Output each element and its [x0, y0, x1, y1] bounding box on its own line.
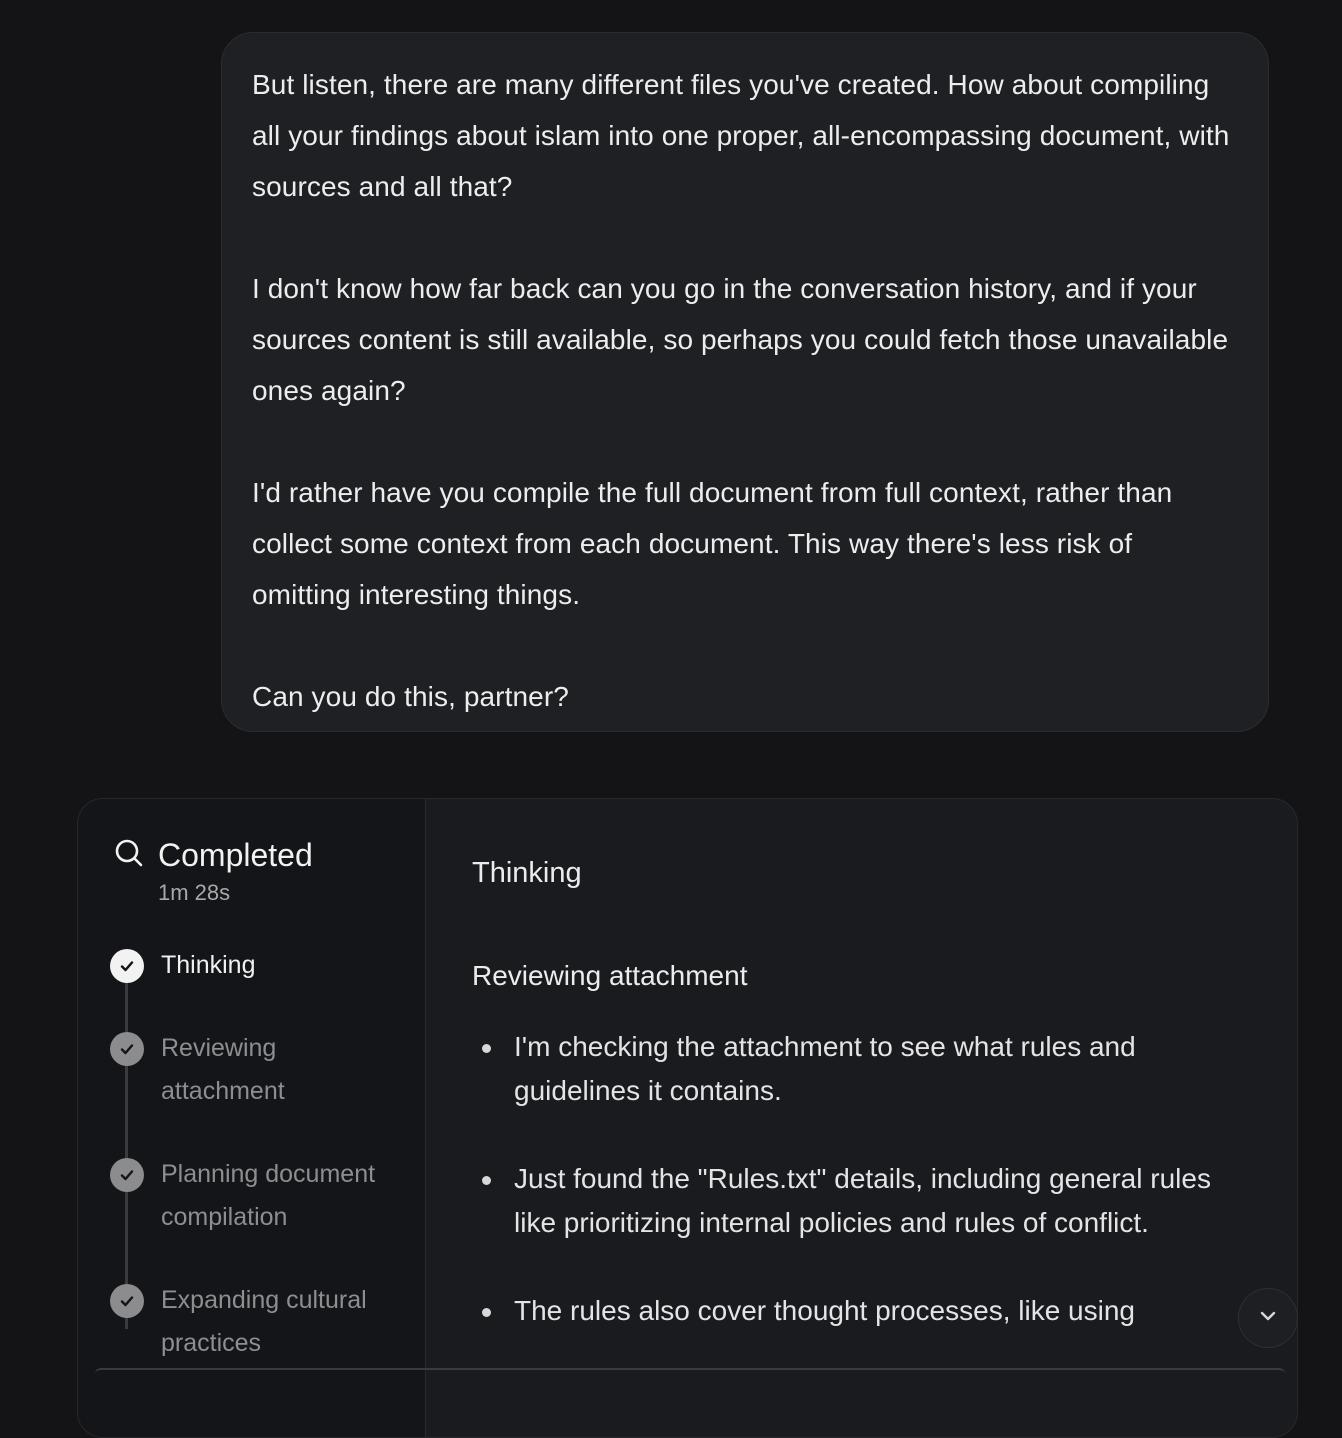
user-message-bubble: [221, 32, 1269, 732]
research-steps-sidebar: [78, 799, 426, 1437]
step-label: Thinking: [161, 951, 256, 979]
research-detail: [472, 799, 1297, 1437]
check-icon: [110, 1284, 144, 1318]
research-status: [114, 837, 313, 906]
research-panel: [77, 798, 1298, 1438]
check-icon: [110, 1032, 144, 1066]
step-label: Expanding cultural practices: [161, 1286, 367, 1357]
detail-subtitle: Reviewing attachment: [472, 960, 748, 991]
step-list: [110, 949, 410, 1365]
user-message-paragraph: I'd rather have you compile the full document from full context, rather than collect some context from each document. This way there's less risk of omitting interesting things.: [252, 477, 1173, 610]
list-item: The rules also cover thought processes, like using: [472, 1289, 1232, 1333]
step-label: Reviewing attachment: [161, 1034, 285, 1105]
step-expanding-cultural-practices[interactable]: [110, 1284, 410, 1365]
chevron-down-icon: [1256, 1304, 1280, 1333]
status-title: Completed: [158, 837, 313, 873]
search-icon: [114, 838, 144, 873]
step-label: Planning document compilation: [161, 1160, 376, 1231]
user-message-paragraph: Can you do this, partner?: [252, 681, 569, 712]
list-item: I'm checking the attachment to see what rules and guidelines it contains.: [472, 1025, 1232, 1113]
list-item: Just found the "Rules.txt" details, including general rules like prioritizing internal policies and rules of conflict.: [472, 1157, 1232, 1245]
scroll-down-button[interactable]: [1238, 1288, 1298, 1348]
detail-bullets: [472, 1025, 1232, 1377]
step-thinking[interactable]: [110, 949, 410, 987]
step-planning-document-compilation[interactable]: [110, 1158, 410, 1239]
timeline-line: [125, 969, 128, 1329]
step-reviewing-attachment[interactable]: [110, 1032, 410, 1113]
check-icon: [110, 949, 144, 983]
user-message-paragraph: But listen, there are many different files you've created. How about compiling all your findings about islam into one proper, all-encompassing document, with sources and all that?: [252, 69, 1230, 202]
check-icon: [110, 1158, 144, 1192]
user-message-paragraph: I don't know how far back can you go in the conversation history, and if your sources content is still available, so perhaps you could fetch those unavailable ones again?: [252, 273, 1229, 406]
detail-title: Thinking: [472, 857, 582, 889]
composer-edge: [95, 1368, 1285, 1374]
status-duration: 1m 28s: [158, 880, 231, 905]
